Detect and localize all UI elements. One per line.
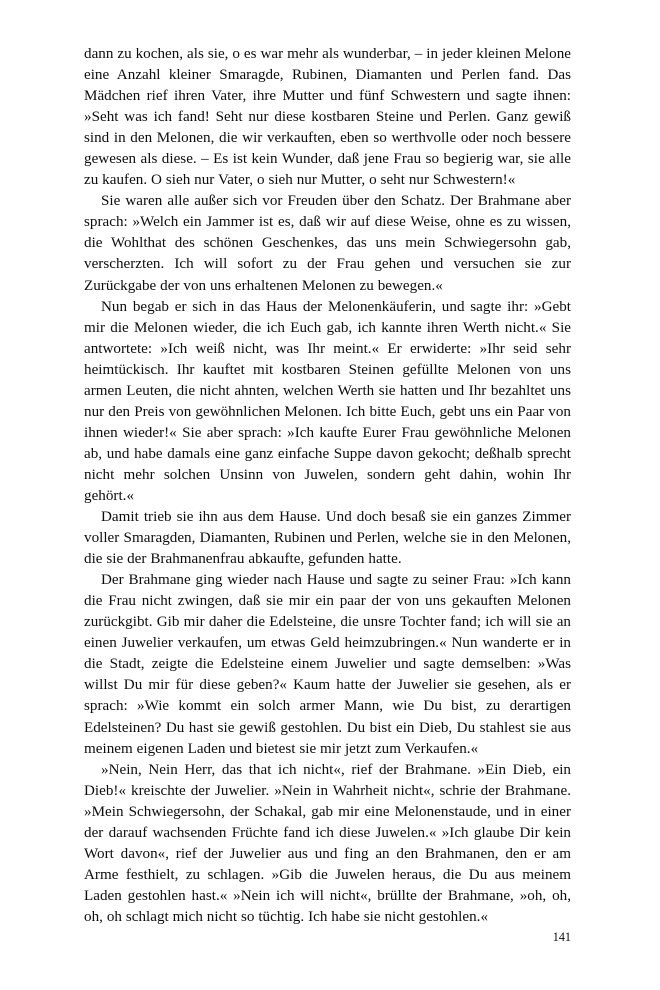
page-text-block xyxy=(84,44,571,928)
paragraph-5: Der Brahmane ging wieder nach Hause und sagte zu seiner Frau: »Ich kann die Frau nicht zwingen, daß sie mir ein paar der von uns gekauften Melonen zurückgibt. Gib mir daher die Edelsteine, die unsre Tochter fand; ich will sie an einen Juwelier verkaufen, um etwas Geld heimzubringen.« Nun wanderte er in die Stadt, zeigte die Edelsteine einem Juwelier und sagte demselben: »Was willst Du mir für diese geben?« Kaum hatte der Juwelier sie gesehen, als er sprach: »Wie kommt ein solch armer Mann, wie Du bist, zu derartigen Edelsteinen? Du hast sie gewiß gestohlen. Du bist ein Dieb, Du stahlest sie aus meinem eigenen Laden und bietest sie mir jetzt zum Verkaufen.« xyxy=(84,572,571,757)
paragraph-3: Nun begab er sich in das Haus der Melonenkäuferin, und sagte ihr: »Gebt mir die Melonen wieder, die ich Euch gab, ich kannte ihren Werth nicht.« Sie antwortete: »Ich weiß nicht, was Ihr meint.« Er erwiderte: »Ihr seid sehr heimtückisch. Ihr kauftet mit kostbaren Steinen gefüllte Melonen von uns armen Leuten, die nicht ahnten, welchen Werth sie hatten und Ihr bezahltet uns nur den Preis von gewöhnlichen Melonen. Ich bitte Euch, gebt uns ein Paar von ihnen wieder!« Sie aber sprach: »Ich kaufte Eurer Frau gewöhnliche Melonen ab, und habe damals eine ganz einfache Suppe davon gekocht; deßhalb sprecht nicht mehr solchen Unsinn von Juwelen, sondern geht dahin, wohin Ihr gehört.« xyxy=(84,298,571,504)
paragraph-6: »Nein, Nein Herr, das that ich nicht«, rief der Brahmane. »Ein Dieb, ein Dieb!« kreischte der Juwelier. »Nein in Wahrheit nicht«, schrie der Brahmane. »Mein Schwiegersohn, der Schakal, gab mir eine Melonenstaude, und in einer der darauf wachsenden Früchte fand ich diese Juwelen.« »Ich glaube Dir kein Wort davon«, rief der Juwelier aus und fing an den Brahmanen, den er am Arme festhielt, zu schlagen. »Gib die Juwelen heraus, die Du aus meinem Laden gestohlen hast.« »Nein ich will nicht«, brüllte der Brahmane, »oh, oh, oh, oh schlagt mich nicht so tüchtig. Ich habe sie nicht gestohlen.« xyxy=(84,761,571,925)
paragraph-2: Sie waren alle außer sich vor Freuden über den Schatz. Der Brahmane aber sprach: »Welch ein Jammer ist es, daß wir auf diese Weise, ohne es zu wissen, die Wohlthat des schönen Geschenkes, das uns mein Schwiegersohn gab, verscherzten. Ich will sofort zu der Frau gehen und versuchen sie zur Zurückgabe der von uns erhaltenen Melonen zu bewegen.« xyxy=(84,193,571,294)
paragraph-1: dann zu kochen, als sie, o es war mehr als wunderbar, – in jeder kleinen Melone eine Anzahl kleiner Smaragde, Rubinen, Diamanten und Perlen fand. Das Mädchen rief ihren Vater, ihre Mutter und fünf Schwestern und sagte ihnen: »Seht was ich fand! Seht nur diese kostbaren Steine und Perlen. Ganz gewiß sind in den Melonen, die wir verkauften, eben so werthvolle oder noch bessere gewesen als diese. – Es ist kein Wunder, daß jene Frau so begierig war, sie alle zu kaufen. O sieh nur Vater, o sieh nur Mutter, o seht nur Schwestern!« xyxy=(84,46,571,189)
page-number: 141 xyxy=(552,930,571,944)
paragraph-4: Damit trieb sie ihn aus dem Hause. Und doch besaß sie ein ganzes Zimmer voller Smaragden, Diamanten, Rubinen und Perlen, welche sie in den Melonen, die sie der Brahmanenfrau abkaufte, gefunden hatte. xyxy=(84,509,571,568)
